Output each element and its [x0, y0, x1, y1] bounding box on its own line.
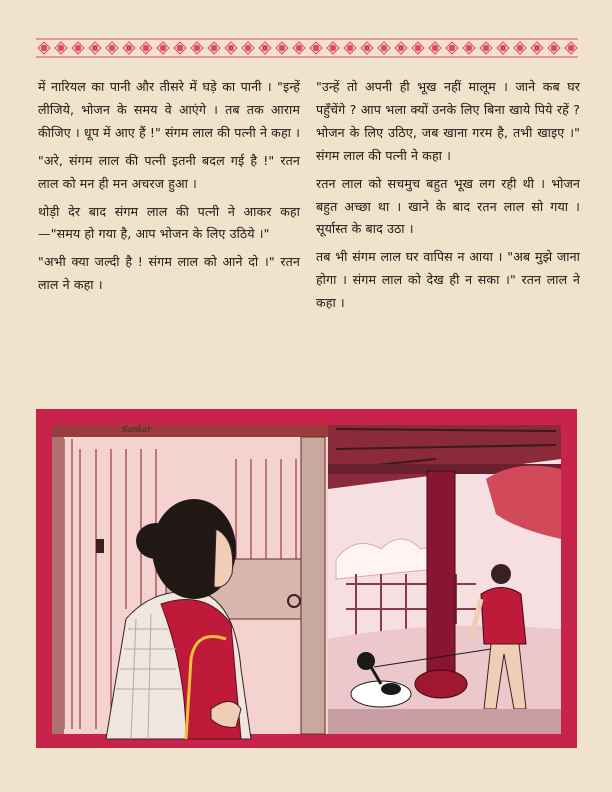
paragraph: थोड़ी देर बाद संगम लाल की पत्नी ने आकर कहा—"समय हो गया है, आप भोजन के लिए उठिये ।": [38, 203, 300, 242]
left-post: [52, 437, 64, 734]
border-flower: [143, 45, 149, 51]
border-flower: [58, 45, 64, 51]
door-lock: [96, 539, 104, 553]
border-flower: [126, 45, 132, 51]
border-flower: [109, 45, 115, 51]
left-text-column: [38, 76, 300, 302]
border-flower: [211, 45, 217, 51]
floral-border-pattern: [36, 38, 578, 58]
border-flower: [449, 45, 455, 51]
border-flower: [296, 45, 302, 51]
decorative-top-border: [36, 38, 578, 58]
door-lintel: [52, 425, 328, 437]
border-flower: [41, 45, 47, 51]
border-flower: [177, 45, 183, 51]
border-flower: [245, 45, 251, 51]
artist-signature: Sankar: [122, 425, 151, 434]
border-flower: [364, 45, 370, 51]
door-post: [301, 437, 325, 734]
border-flower: [551, 45, 557, 51]
platform-edge: [328, 709, 561, 734]
border-flower: [517, 45, 523, 51]
border-flower: [194, 45, 200, 51]
border-flower: [415, 45, 421, 51]
border-flower: [534, 45, 540, 51]
border-flower: [381, 45, 387, 51]
border-flower: [432, 45, 438, 51]
border-flower: [347, 45, 353, 51]
border-flower: [568, 45, 574, 51]
border-flower: [92, 45, 98, 51]
border-flower: [398, 45, 404, 51]
paragraph: "अभी क्या जल्दी है ! संगम लाल को आने दो ।" रतन लाल ने कहा ।: [38, 254, 300, 293]
paragraph: में नारियल का पानी और तीसरे में घड़े का पानी । "इन्हें लीजिये, भोजन के समय वे आएंगे । तब तक आराम कीजिए । धूप में आए हैं !" संगम लाल की पत्नी ने कहा ।: [38, 79, 300, 140]
illustration-canvas: [36, 409, 577, 748]
border-flower: [466, 45, 472, 51]
border-flower: [483, 45, 489, 51]
border-flower: [330, 45, 336, 51]
border-flower: [160, 45, 166, 51]
border-flower: [279, 45, 285, 51]
right-text-column: [316, 76, 580, 320]
paragraph: रतन लाल को सचमुच बहुत भूख लग रही थी । भोजन बहुत अच्छा था । खाने के बाद रतन लाल सो गया । सूर्यास्त के बाद उठा ।: [316, 175, 580, 237]
paragraph: तब भी संगम लाल घर वापिस न आया । "अब मुझे जाना होगा । संगम लाल को देख ही न सका ।" रतन लाल ने कहा ।: [316, 249, 580, 311]
paragraph: "अरे, संगम लाल की पत्नी इतनी बदल गई है !" रतन लाल को मन ही मन अचरज हुआ ।: [38, 152, 300, 191]
border-flower: [75, 45, 81, 51]
hair-bun: [136, 523, 176, 559]
border-flower: [262, 45, 268, 51]
paragraph: "उन्हें तो अपनी ही भूख नहीं मालूम । जाने कब घर पहुँचेंगे ? आप भला क्यों उनके लिए बिना खाये पिये रहें ? भोजन के लिए उठिए, जब खाना गरम है, तभी खाइए ।" संगम लाल की पत्नी ने कहा ।: [316, 79, 580, 163]
pillar: [427, 471, 455, 681]
border-flower: [228, 45, 234, 51]
pillar-base: [415, 670, 467, 698]
border-flower: [313, 45, 319, 51]
story-illustration: [36, 409, 577, 748]
border-flower: [500, 45, 506, 51]
